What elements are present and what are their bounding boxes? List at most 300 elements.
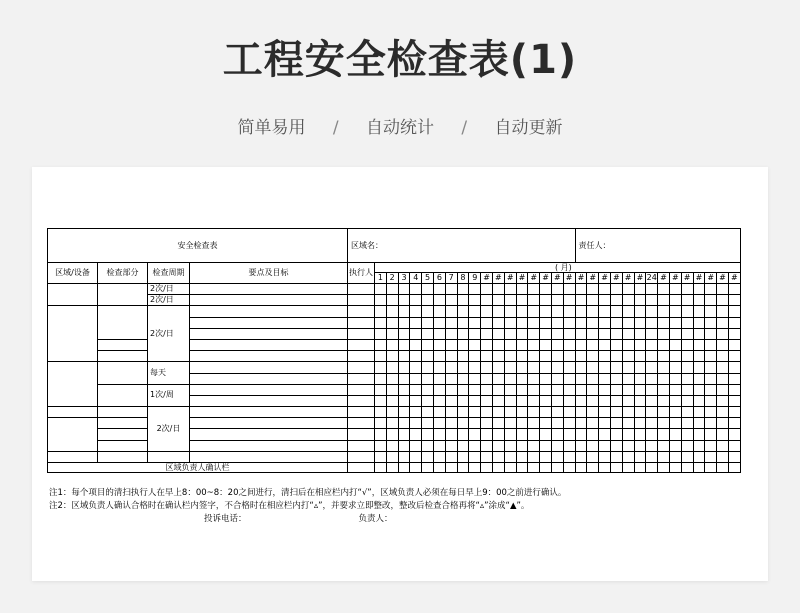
day-cell	[717, 451, 729, 462]
day-cell	[717, 295, 729, 306]
feature-auto-update: 自动更新	[494, 118, 563, 138]
day-cell	[575, 440, 587, 451]
day-cell	[481, 451, 493, 462]
day-cell	[422, 395, 434, 406]
confirm-day-cell	[610, 463, 622, 473]
day-cell	[386, 373, 398, 384]
day-cell	[669, 295, 681, 306]
day-cell	[622, 284, 634, 295]
confirm-row-label: 区域负责人确认栏	[48, 463, 348, 473]
sheet-title: 安全检查表	[48, 229, 348, 263]
day-cell	[516, 407, 528, 418]
day-cell	[634, 429, 646, 440]
day-cell	[445, 384, 457, 395]
day-number: #	[669, 273, 681, 284]
day-cell	[551, 362, 563, 373]
day-cell	[445, 284, 457, 295]
day-cell	[693, 295, 705, 306]
day-cell	[658, 295, 670, 306]
day-cell	[528, 328, 540, 339]
day-cell	[658, 328, 670, 339]
day-cell	[634, 295, 646, 306]
owner-label: 责任人：	[575, 229, 740, 263]
confirm-day-cell	[587, 463, 599, 473]
day-cell	[375, 328, 387, 339]
day-cell	[728, 339, 740, 350]
day-cell	[492, 429, 504, 440]
day-cell	[728, 295, 740, 306]
executor-cell	[348, 373, 375, 384]
confirm-day-cell	[481, 463, 493, 473]
day-cell	[610, 418, 622, 429]
day-cell	[669, 418, 681, 429]
day-cell	[410, 284, 422, 295]
day-cell	[375, 418, 387, 429]
confirm-day-cell	[563, 463, 575, 473]
day-cell	[492, 395, 504, 406]
day-cell	[516, 317, 528, 328]
day-cell	[375, 362, 387, 373]
cycle-cell: 2次/日	[148, 284, 190, 295]
day-cell	[658, 440, 670, 451]
day-cell	[563, 418, 575, 429]
day-cell	[386, 295, 398, 306]
day-cell	[575, 418, 587, 429]
day-cell	[528, 351, 540, 362]
day-cell	[375, 451, 387, 462]
day-cell	[693, 306, 705, 317]
day-cell	[610, 317, 622, 328]
day-cell	[599, 362, 611, 373]
day-cell	[563, 295, 575, 306]
day-cell	[587, 440, 599, 451]
executor-cell	[348, 429, 375, 440]
day-cell	[681, 429, 693, 440]
day-cell	[481, 384, 493, 395]
day-cell	[375, 407, 387, 418]
day-cell	[717, 440, 729, 451]
day-cell	[386, 284, 398, 295]
day-cell	[481, 373, 493, 384]
day-cell	[575, 306, 587, 317]
points-cell	[190, 284, 348, 295]
day-cell	[516, 306, 528, 317]
day-cell	[516, 429, 528, 440]
day-cell	[398, 339, 410, 350]
day-cell	[728, 407, 740, 418]
day-number: #	[540, 273, 552, 284]
day-cell	[540, 306, 552, 317]
day-cell	[610, 295, 622, 306]
day-cell	[681, 451, 693, 462]
executor-cell	[348, 451, 375, 462]
day-cell	[481, 351, 493, 362]
day-cell	[551, 339, 563, 350]
day-cell	[669, 451, 681, 462]
day-number: #	[634, 273, 646, 284]
day-cell	[599, 351, 611, 362]
day-cell	[445, 306, 457, 317]
day-cell	[540, 429, 552, 440]
day-cell	[658, 429, 670, 440]
day-cell	[717, 317, 729, 328]
day-cell	[540, 295, 552, 306]
day-number: 9	[469, 273, 481, 284]
day-cell	[717, 373, 729, 384]
day-cell	[540, 418, 552, 429]
day-cell	[398, 351, 410, 362]
day-cell	[516, 384, 528, 395]
day-cell	[728, 418, 740, 429]
col-executor: 执行人	[348, 263, 375, 284]
day-cell	[728, 317, 740, 328]
day-cell	[705, 284, 717, 295]
points-cell	[190, 328, 348, 339]
day-cell	[599, 317, 611, 328]
day-cell	[481, 418, 493, 429]
executor-cell	[348, 351, 375, 362]
day-cell	[658, 384, 670, 395]
day-cell	[622, 440, 634, 451]
area-cell	[48, 418, 98, 452]
day-cell	[422, 284, 434, 295]
day-cell	[587, 418, 599, 429]
day-cell	[457, 440, 469, 451]
day-cell	[622, 384, 634, 395]
confirm-day-cell	[504, 463, 516, 473]
day-cell	[681, 407, 693, 418]
day-cell	[516, 373, 528, 384]
day-cell	[705, 328, 717, 339]
day-cell	[528, 451, 540, 462]
day-cell	[705, 295, 717, 306]
day-cell	[386, 395, 398, 406]
day-cell	[599, 395, 611, 406]
executor-cell	[348, 328, 375, 339]
day-cell	[587, 373, 599, 384]
confirm-day-cell	[705, 463, 717, 473]
day-cell	[422, 407, 434, 418]
day-cell	[445, 407, 457, 418]
day-cell	[433, 384, 445, 395]
day-cell	[693, 373, 705, 384]
day-cell	[375, 429, 387, 440]
day-cell	[563, 373, 575, 384]
day-cell	[481, 407, 493, 418]
day-cell	[433, 284, 445, 295]
day-cell	[646, 395, 658, 406]
day-cell	[622, 429, 634, 440]
executor-cell	[348, 317, 375, 328]
day-cell	[457, 317, 469, 328]
day-cell	[528, 317, 540, 328]
day-number: #	[681, 273, 693, 284]
day-cell	[528, 384, 540, 395]
day-cell	[599, 418, 611, 429]
confirm-day-cell	[516, 463, 528, 473]
day-cell	[693, 317, 705, 328]
day-cell	[551, 429, 563, 440]
note-1: 注1：每个项目的清扫执行人在早上8：00~8：20之间进行，清扫后在相应栏内打“√”，区域负责人必须在每日早上9：00之前进行确认。	[49, 488, 567, 498]
day-cell	[575, 384, 587, 395]
day-cell	[587, 362, 599, 373]
day-cell	[422, 418, 434, 429]
day-cell	[469, 306, 481, 317]
day-cell	[551, 451, 563, 462]
day-cell	[433, 373, 445, 384]
day-cell	[622, 451, 634, 462]
day-cell	[410, 295, 422, 306]
day-cell	[681, 373, 693, 384]
day-cell	[705, 373, 717, 384]
day-cell	[646, 351, 658, 362]
month-label: ( 月)	[375, 263, 741, 273]
part-cell	[98, 451, 148, 462]
day-cell	[504, 429, 516, 440]
area-cell	[48, 362, 98, 407]
day-cell	[410, 339, 422, 350]
day-cell	[610, 440, 622, 451]
day-cell	[445, 328, 457, 339]
day-cell	[469, 317, 481, 328]
day-number: 1	[375, 273, 387, 284]
confirm-day-cell	[386, 463, 398, 473]
day-cell	[375, 295, 387, 306]
day-cell	[717, 351, 729, 362]
day-cell	[575, 295, 587, 306]
day-cell	[658, 395, 670, 406]
day-cell	[669, 362, 681, 373]
day-cell	[481, 362, 493, 373]
day-cell	[398, 384, 410, 395]
day-cell	[681, 440, 693, 451]
day-cell	[386, 429, 398, 440]
day-number: 7	[445, 273, 457, 284]
day-cell	[622, 306, 634, 317]
day-cell	[445, 317, 457, 328]
day-cell	[504, 362, 516, 373]
day-cell	[375, 384, 387, 395]
day-cell	[516, 395, 528, 406]
day-cell	[563, 451, 575, 462]
day-cell	[610, 373, 622, 384]
day-cell	[433, 429, 445, 440]
day-number: #	[481, 273, 493, 284]
executor-cell	[348, 463, 375, 473]
day-cell	[504, 295, 516, 306]
day-cell	[445, 418, 457, 429]
part-cell	[98, 351, 148, 362]
day-cell	[386, 451, 398, 462]
day-cell	[587, 317, 599, 328]
day-cell	[575, 317, 587, 328]
day-cell	[528, 284, 540, 295]
feature-auto-stats: 自动统计	[366, 118, 434, 138]
executor-cell	[348, 339, 375, 350]
feature-tagline	[0, 113, 800, 138]
day-cell	[728, 395, 740, 406]
day-cell	[622, 317, 634, 328]
day-cell	[457, 295, 469, 306]
day-cell	[528, 306, 540, 317]
day-cell	[669, 328, 681, 339]
day-cell	[386, 362, 398, 373]
points-cell	[190, 429, 348, 440]
day-cell	[693, 339, 705, 350]
day-cell	[658, 362, 670, 373]
day-cell	[599, 429, 611, 440]
day-cell	[375, 284, 387, 295]
day-cell	[646, 384, 658, 395]
day-cell	[540, 351, 552, 362]
day-cell	[422, 317, 434, 328]
part-cell	[98, 418, 148, 429]
day-cell	[433, 328, 445, 339]
day-cell	[410, 395, 422, 406]
day-cell	[492, 384, 504, 395]
cycle-cell: 2次/日	[148, 407, 190, 452]
day-cell	[386, 317, 398, 328]
day-cell	[563, 407, 575, 418]
day-cell	[575, 351, 587, 362]
day-cell	[681, 284, 693, 295]
day-cell	[634, 317, 646, 328]
day-cell	[551, 373, 563, 384]
executor-cell	[348, 440, 375, 451]
day-number: #	[717, 273, 729, 284]
day-cell	[622, 362, 634, 373]
day-cell	[504, 373, 516, 384]
confirm-day-cell	[445, 463, 457, 473]
day-cell	[457, 407, 469, 418]
day-cell	[717, 429, 729, 440]
day-cell	[610, 362, 622, 373]
day-cell	[634, 328, 646, 339]
day-cell	[587, 284, 599, 295]
day-cell	[728, 384, 740, 395]
day-cell	[634, 395, 646, 406]
points-cell	[190, 407, 348, 418]
day-cell	[504, 384, 516, 395]
day-cell	[728, 451, 740, 462]
day-cell	[705, 440, 717, 451]
day-cell	[540, 440, 552, 451]
area-cell	[48, 407, 98, 418]
day-cell	[610, 306, 622, 317]
day-cell	[563, 339, 575, 350]
day-cell	[481, 317, 493, 328]
feature-easy: 简单易用	[237, 118, 306, 138]
day-cell	[634, 384, 646, 395]
day-cell	[646, 451, 658, 462]
day-cell	[705, 429, 717, 440]
day-cell	[481, 306, 493, 317]
points-cell	[190, 418, 348, 429]
day-cell	[492, 295, 504, 306]
confirm-day-cell	[540, 463, 552, 473]
day-cell	[669, 395, 681, 406]
day-cell	[622, 295, 634, 306]
day-cell	[528, 339, 540, 350]
day-cell	[728, 362, 740, 373]
day-cell	[693, 384, 705, 395]
day-cell	[587, 351, 599, 362]
day-cell	[469, 440, 481, 451]
day-cell	[575, 373, 587, 384]
day-number: #	[492, 273, 504, 284]
day-cell	[669, 306, 681, 317]
safety-check-table	[47, 228, 741, 473]
confirm-day-cell	[375, 463, 387, 473]
day-cell	[386, 440, 398, 451]
day-cell	[398, 295, 410, 306]
day-cell	[375, 317, 387, 328]
day-cell	[705, 418, 717, 429]
day-cell	[563, 317, 575, 328]
day-cell	[646, 407, 658, 418]
day-cell	[634, 440, 646, 451]
day-cell	[646, 418, 658, 429]
day-cell	[610, 395, 622, 406]
day-cell	[669, 339, 681, 350]
day-cell	[492, 362, 504, 373]
day-number: #	[658, 273, 670, 284]
day-cell	[646, 295, 658, 306]
day-number: 4	[410, 273, 422, 284]
day-cell	[693, 395, 705, 406]
day-cell	[705, 317, 717, 328]
confirm-day-cell	[410, 463, 422, 473]
contact-line	[49, 513, 759, 526]
day-cell	[622, 339, 634, 350]
day-cell	[681, 418, 693, 429]
confirm-day-cell	[634, 463, 646, 473]
day-cell	[599, 339, 611, 350]
day-cell	[575, 362, 587, 373]
day-cell	[540, 395, 552, 406]
day-cell	[375, 395, 387, 406]
day-cell	[717, 284, 729, 295]
confirm-day-cell	[457, 463, 469, 473]
note-2: 注2：区域负责人确认合格时在确认栏内签字，不合格时在相应栏内打“▵”，并要求立即整改，整改后检查合格再将“▵”涂成“▲”。	[49, 501, 530, 511]
day-cell	[516, 295, 528, 306]
day-cell	[398, 362, 410, 373]
day-cell	[398, 451, 410, 462]
day-number: 5	[422, 273, 434, 284]
points-cell	[190, 306, 348, 317]
day-cell	[717, 418, 729, 429]
day-cell	[445, 395, 457, 406]
day-cell	[504, 418, 516, 429]
day-cell	[492, 351, 504, 362]
day-cell	[622, 328, 634, 339]
day-cell	[457, 284, 469, 295]
day-cell	[587, 384, 599, 395]
day-cell	[528, 429, 540, 440]
day-cell	[551, 284, 563, 295]
separator: /	[332, 118, 339, 138]
points-cell	[190, 362, 348, 373]
cycle-cell: 2次/日	[148, 295, 190, 306]
part-cell	[98, 284, 148, 306]
day-cell	[410, 317, 422, 328]
day-number: 8	[457, 273, 469, 284]
day-cell	[658, 306, 670, 317]
col-check-part: 检查部分	[98, 263, 148, 284]
day-cell	[681, 328, 693, 339]
day-cell	[587, 429, 599, 440]
day-cell	[433, 351, 445, 362]
